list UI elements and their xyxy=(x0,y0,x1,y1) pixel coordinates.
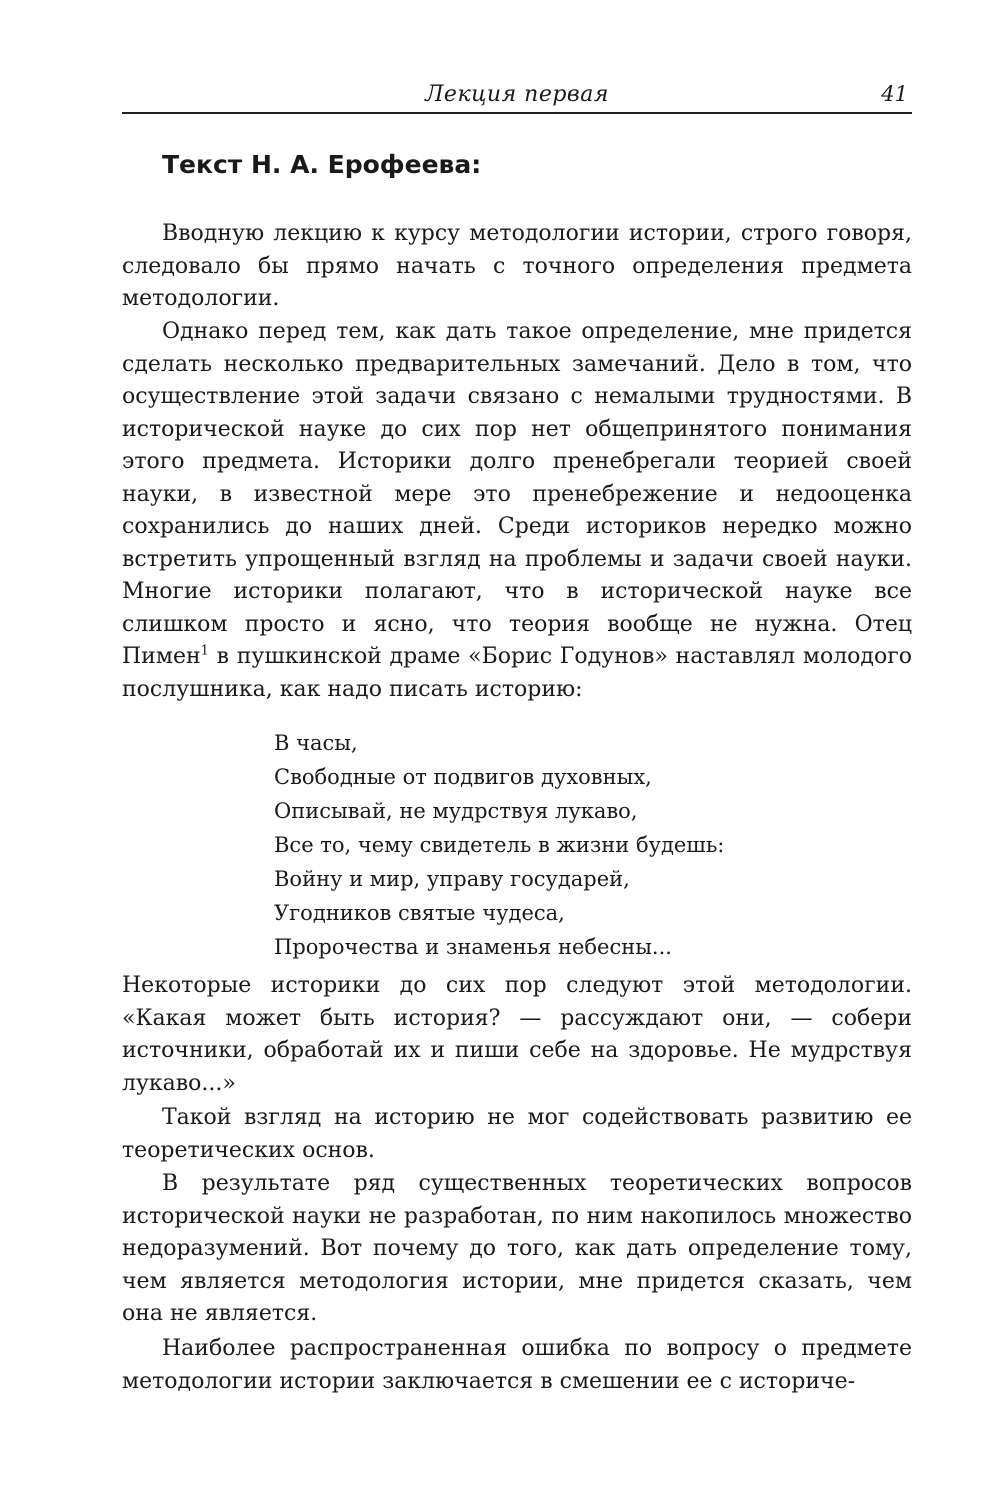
paragraph-intro: Вводную лекцию к курсу методологии истории, строго говоря, следовало бы прямо начать с точного определения предмета методологии. xyxy=(122,221,912,311)
verse-line: Все то, чему свидетель в жизни будешь: xyxy=(274,833,725,857)
paragraph-common-error: Наиболее распространенная ошибка по вопросу о предмете методологии истории заключается в смешении ее с историче- xyxy=(122,1336,912,1394)
verse-line: Описывай, не мудрствуя лукаво, xyxy=(274,799,638,823)
footnote-marker[interactable]: 1 xyxy=(200,643,209,659)
paragraph-text-part: Однако перед тем, как дать такое определение, мне придется сделать несколько предварительных замечаний. Дело в том, что осуществление этой задачи связано с немалыми трудностями. В исторической науке до сих пор нет общепринятого понимания этого предмета. Историки долго пренебрегали теорией своей науки, в известной мере это пренебрежение и недооценка сохранились до наших дней. Среди историков нередко можно встретить упрощенный взгляд на проблемы и задачи своей науки. Многие историки полагают, что в исторической науке все слишком просто и ясно, что теория вообще не нужна. Отец Пимен xyxy=(122,319,912,669)
paragraph-view-on-history: Такой взгляд на историю не мог содействовать развитию ее теоретических основ. xyxy=(122,1105,912,1163)
verse-line: Пророчества и знаменья небесны... xyxy=(274,935,672,959)
section-heading: Текст Н. А. Ерофеева: xyxy=(162,150,482,179)
paragraph-preliminary-remarks xyxy=(122,316,912,706)
page-number: 41 xyxy=(881,82,908,106)
running-header xyxy=(122,76,912,114)
verse-line: Свободные от подвигов духовных, xyxy=(274,765,652,789)
verse-line: Войну и мир, управу государей, xyxy=(274,867,630,891)
verse-line: В часы, xyxy=(274,731,358,755)
paragraph-text-part: в пушкинской драме «Борис Годунов» наставлял молодого послушника, как надо писать историю: xyxy=(122,644,912,702)
verse-quotation xyxy=(274,726,724,964)
verse-line: Угодников святые чудеса, xyxy=(274,901,565,925)
paragraph-consequences: В результате ряд существенных теоретических вопросов исторической науки не разработан, по ним накопилось множество недоразумений. Вот почему до того, как дать определение тому, чем является методология истории, мне придется сказать, чем она не является. xyxy=(122,1171,912,1326)
running-title: Лекция первая xyxy=(425,82,609,107)
paragraph-methodology-followers: Некоторые историки до сих пор следуют этой методологии. «Какая может быть история? — рассуждают они, — собери источники, обработай их и пиши себе на здоровье. Не мудрствуя лукаво...» xyxy=(122,973,912,1096)
